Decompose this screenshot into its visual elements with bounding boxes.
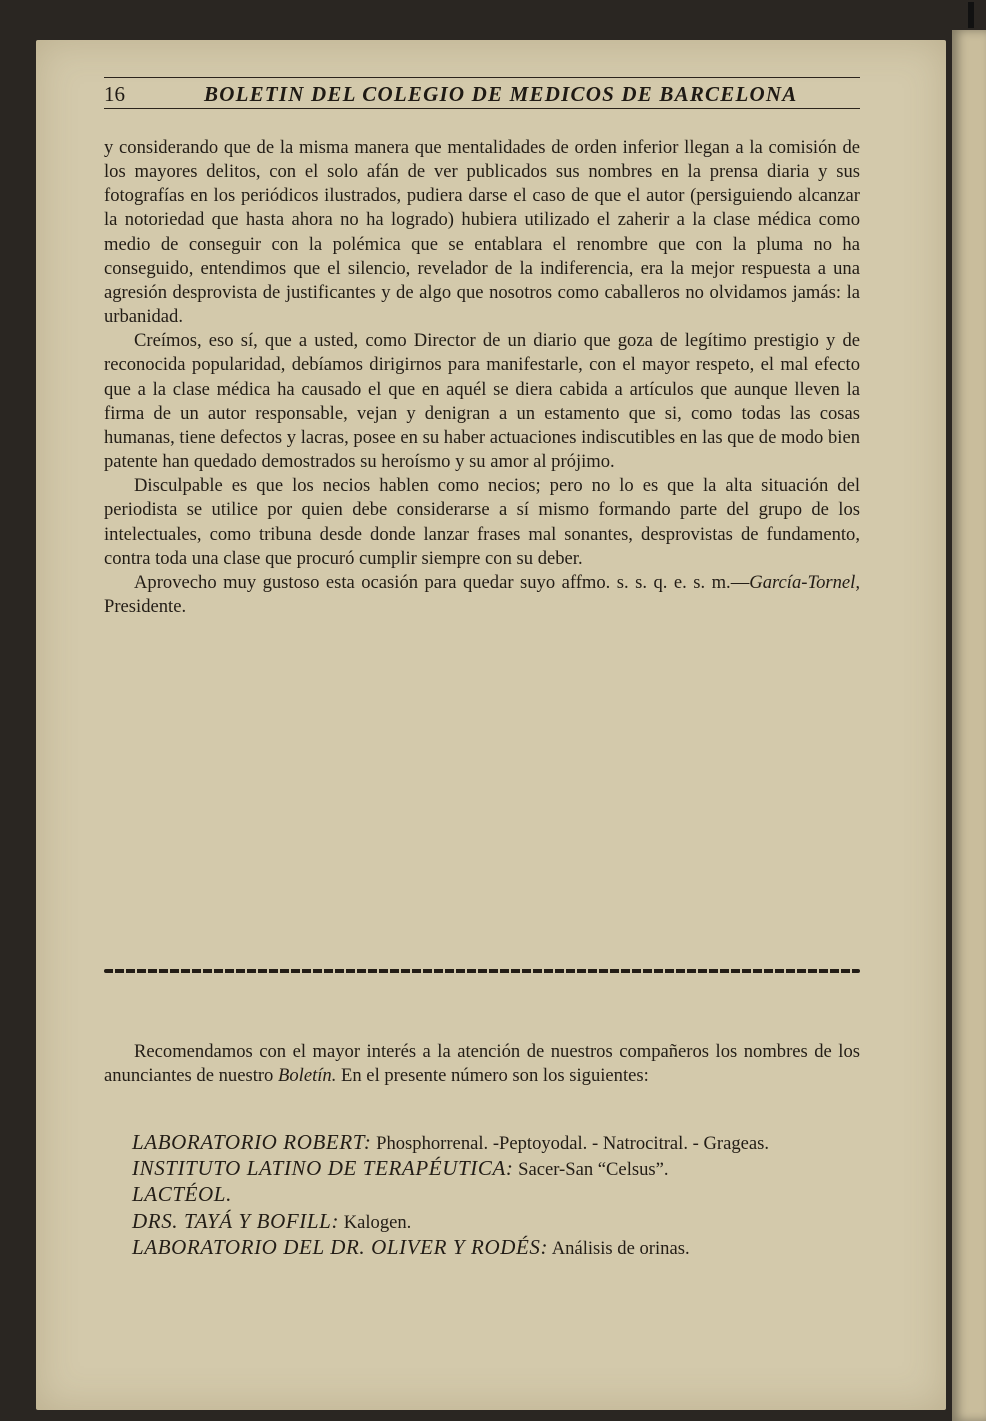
header-bottom-rule — [104, 108, 860, 109]
letter-paragraph-2: Creímos, eso sí, que a usted, como Director de un diario que goza de legítimo prestigio y de reconocida popularidad, debíamos dirigirnos para manifestarle, con el mayor respeto, el mal efecto que a la clase médica ha causado el que en aquél se diera cabida a artículos que aunque lleven la firma de un autor responsable, vejan y denigran a un estamento que si, como todas las cosas humanas, tiene defectos y lacras, posee en su haber actuaciones indiscutibles en las que de modo bien patente han quedado demostrados su heroísmo y su amor al prójimo. — [104, 330, 860, 473]
advertiser-item — [104, 1130, 860, 1156]
page-number: 16 — [104, 82, 125, 106]
next-page-edge — [952, 30, 986, 1421]
advertisers-list — [104, 1130, 860, 1261]
letter-body — [104, 136, 860, 619]
recommendation-text: Recomendamos con el mayor interés a la atención de nuestros compañeros los nombres de los anunciantes de nuestro — [104, 1041, 860, 1086]
scan-corner-mark — [968, 2, 974, 28]
boletin-word: Boletín. — [278, 1065, 337, 1086]
advertiser-products: Análisis de orinas. — [548, 1237, 690, 1259]
signature-dash: — — [730, 571, 750, 593]
page-header — [104, 80, 860, 108]
advertiser-products: Phosphorrenal. -Peptoyodal. - Natrocitral. - Grageas. — [371, 1133, 770, 1154]
advertiser-products: Sacer-San “Celsus”. — [513, 1159, 669, 1181]
header-top-rule — [104, 77, 860, 78]
advertiser-name: DRS. TAYÁ Y BOFILL: — [132, 1208, 340, 1233]
advertiser-name: LABORATORIO DEL DR. OLIVER Y RODÉS: — [132, 1234, 549, 1259]
recommendation-text-end: En el presente número son los siguientes: — [336, 1065, 649, 1086]
recommendation-paragraph — [104, 1040, 860, 1088]
letter-paragraph-3: Disculpable es que los necios hablen como necios; pero no lo es que la alta situación del periodista se utilice por quien debe considerarse a sí mismo formando parte del grupo de los intelectuales, como tribuna desde donde lanzar frases mal sonantes, desprovistas de fundamento, contra toda una clase que procuró cumplir siempre con su deber. — [104, 475, 860, 569]
advertiser-name: LABORATORIO ROBERT: — [132, 1130, 372, 1154]
ornamental-divider — [104, 969, 860, 973]
advertiser-item — [104, 1209, 860, 1235]
advertiser-name: INSTITUTO LATINO DE TERAPÉUTICA: — [132, 1156, 514, 1181]
advertiser-item — [104, 1235, 860, 1261]
closing-text: Aprovecho muy gustoso esta ocasión para quedar suyo affmo. s. s. q. e. s. m. — [134, 571, 731, 593]
advertiser-item — [104, 1156, 860, 1182]
signature-role: Presidente. — [104, 595, 187, 617]
advertiser-name: LACTÉOL. — [132, 1182, 232, 1207]
signature-name: García-Tornel, — [749, 571, 860, 593]
letter-paragraph-1: y considerando que de la misma manera que mentalidades de orden inferior llegan a la comisión de los mayores delitos, con el solo afán de ver publicados sus nombres en la prensa diaria y sus fotografías en los periódicos ilustrados, pudiera darse el caso de que el autor (persiguiendo alcanzar la notoriedad que hasta ahora no ha logrado) hubiera utilizado el zaherir a la clase médica como medio de conseguir con la polémica que se entablara el renombre que con la pluma no ha conseguido, entendimos que el silencio, revelador de la indiferencia, era la mejor respuesta a una agresión desprovista de justificantes y de algo que nosotros como caballeros no olvidamos jamás: la urbanidad. — [104, 137, 860, 328]
journal-title: BOLETIN DEL COLEGIO DE MEDICOS DE BARCELONA — [204, 82, 798, 106]
letter-closing — [104, 571, 860, 619]
advertiser-products: Kalogen. — [339, 1211, 412, 1233]
recommendation-block — [104, 1040, 860, 1088]
advertiser-item — [104, 1182, 860, 1208]
